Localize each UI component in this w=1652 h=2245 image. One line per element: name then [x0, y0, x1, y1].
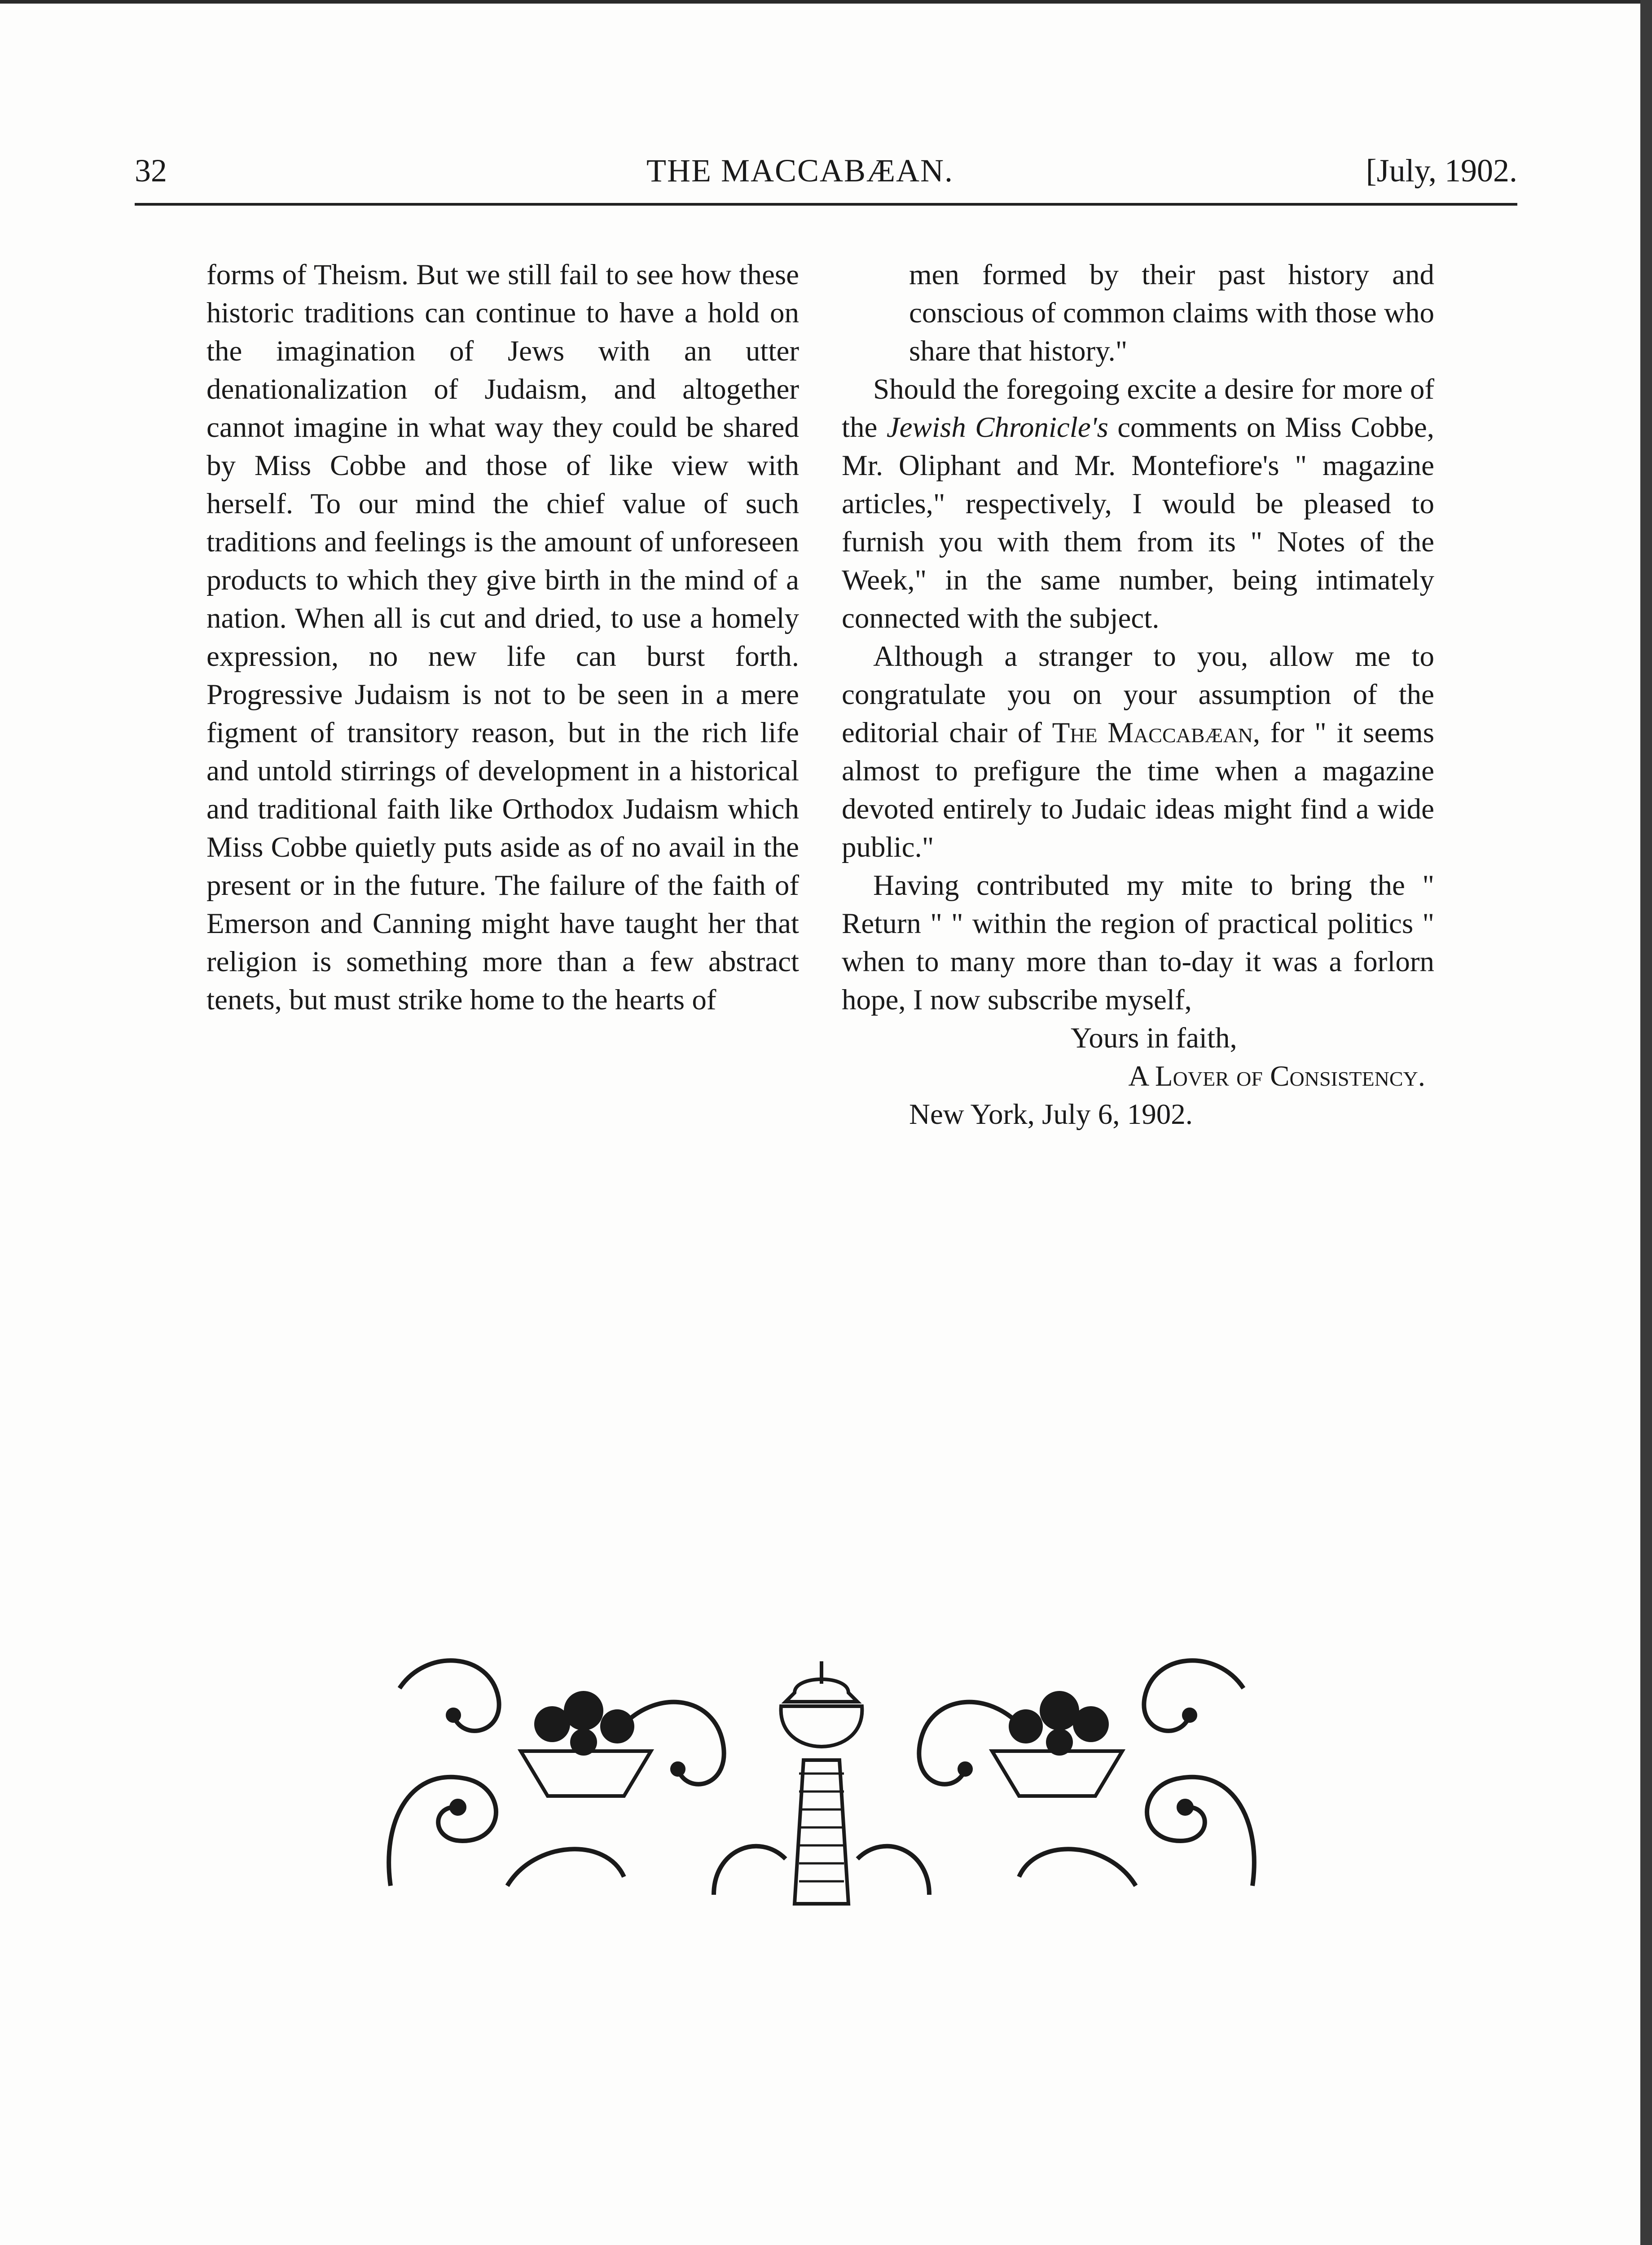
page-number: 32: [135, 153, 167, 189]
scan-edge-right: [1640, 0, 1652, 2245]
paragraph-foregoing-end: comments on Miss Cobbe, Mr. Oliphant and Mr. Montefiore's " magazine articles," respectively, I would be pleased to furnish you with them from its " Notes of the Week," in the same number, being intimately connected with the subject.: [842, 411, 1434, 634]
closing-line: Yours in faith,: [1071, 1022, 1237, 1054]
header-date: [July, 1902.: [1366, 153, 1517, 189]
running-header: [135, 148, 1517, 198]
paragraph-foregoing: [842, 370, 1434, 638]
floral-ornament-icon: [373, 1634, 1270, 1913]
signature: A Lover of Consistency.: [1128, 1060, 1425, 1092]
header-rule: [135, 203, 1517, 206]
paragraph-return: Having contributed my mite to bring the " Return " " within the region of practical politics " when to many more than to-day it was a forlorn hope, I now subscribe myself,: [842, 869, 1434, 1016]
scan-edge-top: [0, 0, 1652, 4]
paragraph-congratulate: [842, 638, 1434, 867]
paragraph-congratulate-end: for " it seems almost to prefigure the time when a magazine devoted entirely to Judaic ideas might find a wide public.": [842, 717, 1434, 863]
maccabaean-title: The Maccabæan,: [1052, 717, 1261, 749]
right-column: [842, 256, 1434, 1134]
running-title: THE MACCABÆAN.: [646, 153, 954, 189]
left-column: [206, 256, 799, 1019]
dateline: New York, July 6, 1902.: [909, 1098, 1193, 1131]
paragraph-congratulate-start: Although a stranger to you, allow me to congratulate you on your assumption of the editorial chair of: [842, 640, 1434, 749]
paragraph-foregoing-start: Should the foregoing excite a desire for more of the: [842, 373, 1434, 444]
left-paragraph: forms of Theism. But we still fail to see how these historic traditions can continue to have a hold on the imagination of Jews with an utter denationalization of Judaism, and altogether cannot imagine in what way they could be shared by Miss Cobbe and those of like view with herself. To our mind the chief value of such traditions and feelings is the amount of unforeseen products to which they give birth in the mind of a nation. When all is cut and dried, to use a homely expression, no new life can burst forth. Progressive Judaism is not to be seen in a mere figment of transitory reason, but in the rich life and untold stirrings of development in a historical and traditional faith like Orthodox Judaism which Miss Cobbe quietly puts aside as of no avail in the present or in the future. The failure of the faith of Emerson and Canning might have taught her that religion is something more than a few abstract tenets, but must strike home to the hearts of: [206, 259, 799, 1016]
quote-continuation: men formed by their past history and conscious of common claims with those who share that history.": [909, 259, 1434, 367]
jewish-chronicle-title: Jewish Chronicle's: [886, 411, 1108, 444]
